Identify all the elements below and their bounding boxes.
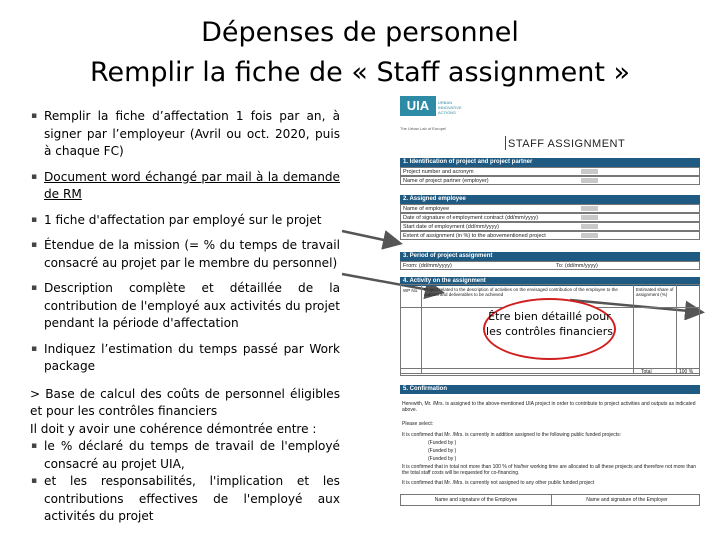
employer-signature-label: Name and signature of the Employer xyxy=(551,495,702,505)
uia-logo-caption: URBAN INNOVATIVE ACTIONS xyxy=(438,100,462,115)
form-section-2: 2. Assigned employee xyxy=(400,195,700,204)
paragraph-line1: > Base de calcul des coûts de personnel éligibles et pour les contrôles financiers xyxy=(30,386,340,418)
form-funded-3: (Funded by ) xyxy=(428,456,457,462)
form-section-5: 5. Confirmation xyxy=(400,385,700,394)
callout-oval: Être bien détaillé pour les contrôles financiers xyxy=(483,298,616,360)
form-option-3: It is confirmed that Mr. /Mrs. is currently not assigned to any other public funded project xyxy=(402,480,595,486)
form-section-1: 1. Identification of project and project partner xyxy=(400,158,700,167)
wp-column-header: WP No. xyxy=(403,288,419,293)
left-text-column xyxy=(30,108,340,526)
bullet-6: ▪ Indiquez l’estimation du temps passé par Work package xyxy=(30,341,340,376)
page-title-line1: Dépenses de personnel xyxy=(201,17,519,48)
form-please-select: Please select: xyxy=(402,421,434,427)
sub-bullet-1: ▪ le % déclaré du temps de travail de l'employé consacré au projet UIA, xyxy=(30,438,340,473)
form-total-row: Total 100 % xyxy=(400,368,700,376)
bullet-2-text: Document word échangé par mail à la demande de RM xyxy=(44,169,340,201)
page-title-line2: Remplir la fiche de « Staff assignment » xyxy=(89,57,631,88)
description-column-header: Project related to the description of activities on the envisaged contribution of the employee to the outputs and deliverables to be achieved xyxy=(424,287,618,297)
uia-logo: UIA xyxy=(400,96,436,116)
form-row-extent: Extent of assignment (in %) to the abovementioned project xyxy=(400,231,700,240)
form-signature-row xyxy=(400,494,700,506)
form-funded-2: (Funded by ) xyxy=(428,448,457,454)
paragraph-line2: Il doit y avoir une cohérence démontrée entre : xyxy=(30,421,317,436)
form-section-3: 3. Period of project assignment xyxy=(400,252,700,261)
bullet-2 xyxy=(30,169,340,204)
form-row-partner-name: Name of project partner (employer) xyxy=(400,176,700,185)
form-row-contract-date: Date of signature of employment contract (dd/mm/yyyy) xyxy=(400,213,700,222)
bullet-3: ▪ 1 fiche d'affectation par employé sur le projet xyxy=(30,212,340,230)
form-confirmation-text: Herewith, Mr. /Mrs. is assigned to the above-mentioned UIA project in order to contribute to project activities and outputs as indicated above. xyxy=(402,401,696,413)
form-option-2: It is confirmed that in total not more than 100 % of his/her working time are allocated to all these projects and therefore not more than the total staff costs will be requested for co-financing. xyxy=(402,464,697,476)
form-row-period: From: (dd/mm/yyyy) To: (dd/mm/yyyy) xyxy=(400,261,700,270)
form-funded-1: (Funded by ) xyxy=(428,440,457,446)
form-row-project-number: Project number and acronym xyxy=(400,167,700,176)
bullet-4: ▪ Étendue de la mission (= % du temps de travail consacré au projet par le membre du personnel) xyxy=(30,237,340,272)
bullet-1: ▪ Remplir la fiche d’affectation 1 fois par an, à signer par l’employeur (Avril ou oct. 2020, puis à chaque FC) xyxy=(30,108,340,161)
form-row-start-date: Start date of employment (dd/mm/yyyy) xyxy=(400,222,700,231)
share-column-header: Estimated share of assignment (%) xyxy=(636,287,674,297)
sub-bullet-2: ▪ et les responsabilités, l'implication et les contributions effectives de l'employé aux activités du projet xyxy=(30,473,340,526)
form-section-4: 4. Activity on the assignment xyxy=(400,277,700,286)
form-row-employee-name: Name of employee xyxy=(400,204,700,213)
form-option-1: It is confirmed that Mr. /Mrs. is currently in addition assigned to the following public funded projects: xyxy=(402,432,621,438)
bullet-5: ▪ Description complète et détaillée de la contribution de l'employé aux activités du projet pendant la période d'affectation xyxy=(30,280,340,333)
arrow-to-assignment-extent xyxy=(340,226,404,250)
uia-tagline: The Urban Lab of Europe! xyxy=(400,126,447,131)
employee-signature-label: Name and signature of the Employee xyxy=(434,497,518,503)
form-heading: STAFF ASSIGNMENT xyxy=(508,138,626,150)
